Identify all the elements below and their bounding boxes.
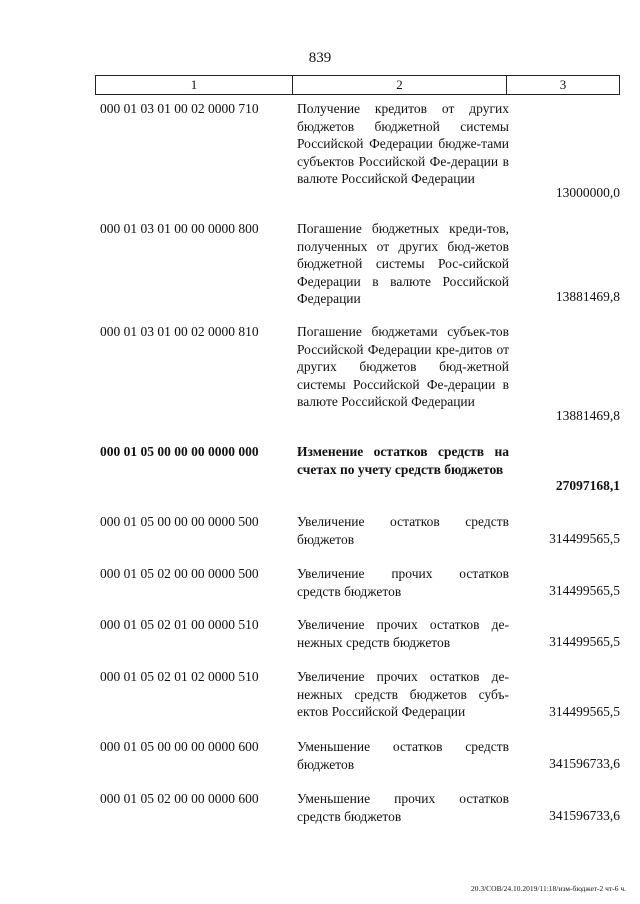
- budget-code: 000 01 03 01 00 00 0000 800: [100, 221, 259, 236]
- page-number: 839: [308, 50, 332, 66]
- row-amount: 341596733,6: [549, 808, 620, 823]
- row-amount: 13000000,0: [555, 185, 620, 200]
- row-description: Увеличение прочих остатков средств бюджетов: [297, 566, 509, 599]
- table-row: [95, 513, 620, 549]
- table-row: [95, 738, 620, 774]
- budget-code: 000 01 05 00 00 00 0000 000: [100, 444, 259, 459]
- table-row: [95, 565, 620, 601]
- row-description: Увеличение остатков средств бюджетов: [297, 514, 509, 547]
- table-row: [95, 668, 620, 722]
- row-description: Погашение бюджетами субъек-тов Российской Федерации кре-дитов от других бюджетов бюд-жетной системы Российской Фе-дерации в валюте Российской Федерации: [297, 324, 509, 409]
- budget-code: 000 01 05 00 00 00 0000 600: [100, 739, 259, 754]
- budget-code: 000 01 05 00 00 00 0000 500: [100, 514, 259, 529]
- row-description: Увеличение прочих остатков де-нежных средств бюджетов: [297, 617, 509, 650]
- table-row: [95, 323, 620, 428]
- budget-code: 000 01 05 02 01 02 0000 510: [100, 669, 259, 684]
- document-footer: 20.3/СОВ/24.10.2019/11:18/изм-бюджет-2 чт-6 ч.: [470, 884, 626, 893]
- budget-code: 000 01 05 02 00 00 0000 600: [100, 791, 259, 806]
- table-row: [95, 790, 620, 826]
- budget-code: 000 01 03 01 00 02 0000 810: [100, 324, 259, 339]
- table-row: [95, 220, 620, 308]
- table-row: [95, 443, 620, 497]
- header-col-1: 1: [96, 76, 293, 94]
- table-row: [95, 616, 620, 652]
- row-amount: 314499565,5: [549, 531, 620, 546]
- budget-code: 000 01 05 02 00 00 0000 500: [100, 566, 259, 581]
- row-amount: 13881469,8: [555, 289, 620, 304]
- row-amount: 13881469,8: [555, 408, 620, 423]
- header-col-2: 2: [293, 76, 507, 94]
- row-description: Получение кредитов от других бюджетов бюджетной системы Российской Федерации бюдже-тами субъектов Российской Фе-дерации в валюте Российской Федерации: [297, 101, 509, 186]
- row-amount: 314499565,5: [549, 634, 620, 649]
- row-description: Уменьшение прочих остатков средств бюджетов: [297, 791, 509, 824]
- budget-code: 000 01 05 02 01 00 0000 510: [100, 617, 259, 632]
- row-amount: 341596733,6: [549, 756, 620, 771]
- row-amount: 314499565,5: [549, 583, 620, 598]
- row-description: Погашение бюджетных креди-тов, полученных от других бюд-жетов бюджетной системы Рос-сийской Федерации в валюте Российской Федерации: [297, 221, 509, 306]
- table-header: [95, 75, 620, 95]
- row-description: Изменение остатков средств на счетах по учету средств бюджетов: [297, 444, 509, 477]
- header-col-3: 3: [559, 77, 567, 92]
- budget-code: 000 01 03 01 00 02 0000 710: [100, 101, 259, 116]
- row-amount: 314499565,5: [549, 704, 620, 719]
- row-amount: 27097168,1: [555, 478, 620, 493]
- table-row: [95, 100, 620, 205]
- row-description: Увеличение прочих остатков де-нежных средств бюджетов субъ-ектов Российской Федерации: [297, 669, 509, 719]
- row-description: Уменьшение остатков средств бюджетов: [297, 739, 509, 772]
